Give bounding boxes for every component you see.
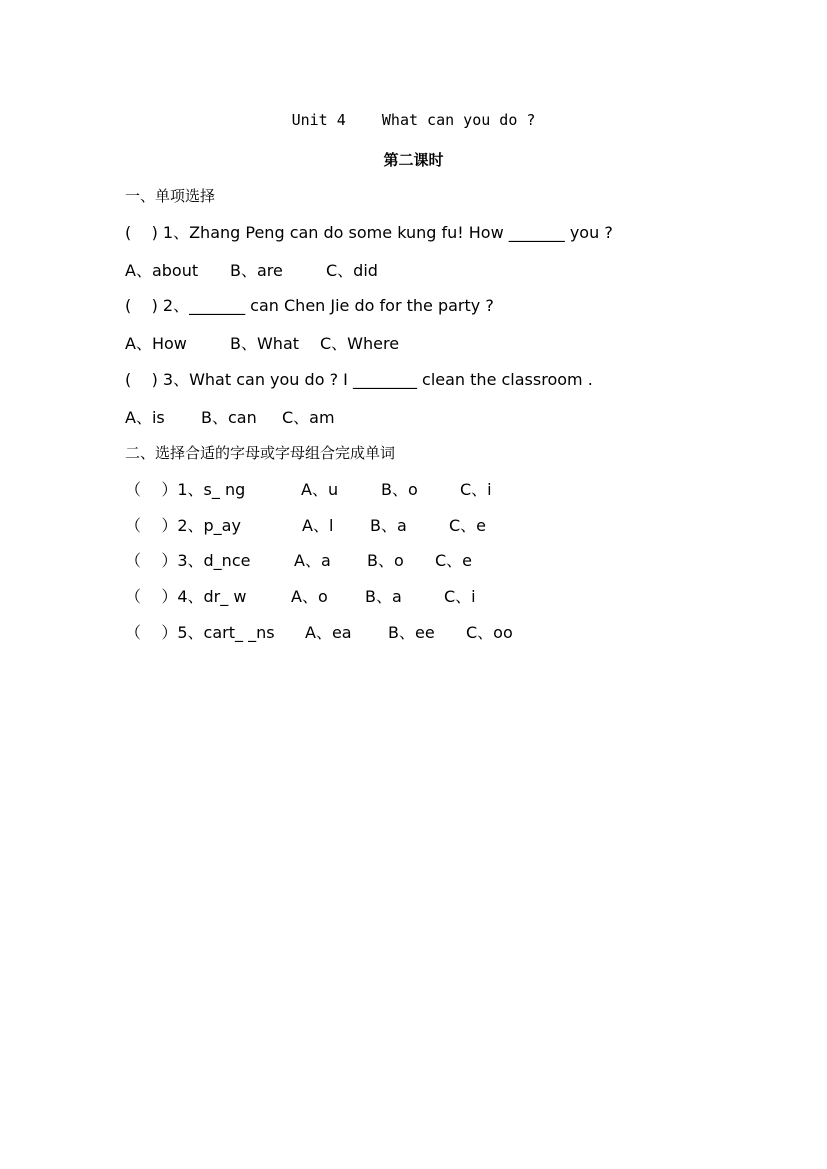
question-stem: （ ）1、s_ ng <box>125 480 246 499</box>
option-a: A、l <box>302 516 334 535</box>
unit-title: Unit 4 What can you do ? <box>291 111 536 129</box>
option-a: A、How <box>125 334 187 353</box>
option-c: C、oo <box>466 623 513 642</box>
question-stem: （ ）4、dr_ w <box>125 587 247 606</box>
lesson-title: 第二课时 <box>383 151 444 169</box>
question-stem: （ ）3、d_nce <box>125 551 251 570</box>
question-stem: （ ）2、p_ay <box>125 516 241 535</box>
option-b: B、are <box>230 261 283 280</box>
option-c: C、did <box>326 261 378 280</box>
option-a: A、a <box>294 551 331 570</box>
option-b: B、a <box>370 516 407 535</box>
option-b: B、o <box>367 551 404 570</box>
option-a: A、about <box>125 261 199 280</box>
section-heading-letter-choice: 二、选择合适的字母或字母组合完成单词 <box>125 444 396 462</box>
option-b: B、What <box>230 334 300 353</box>
option-b: B、ee <box>388 623 435 642</box>
question-stem: ( ) 1、Zhang Peng can do some kung fu! How _______ you ? <box>125 223 613 242</box>
question-row <box>125 620 513 734</box>
question-stem: ( ) 3、What can you do ? I ________ clean the classroom . <box>125 370 593 389</box>
option-c: C、e <box>435 551 473 570</box>
option-b: B、can <box>201 408 257 427</box>
option-b: B、o <box>381 480 418 499</box>
question-stem: ( ) 2、_______ can Chen Jie do for the party ? <box>125 296 494 315</box>
option-c: C、i <box>444 587 476 606</box>
option-c: C、e <box>449 516 487 535</box>
section-heading-single-choice: 一、单项选择 <box>125 187 216 205</box>
question-stem: （ ）5、cart_ _ns <box>125 623 275 642</box>
option-a: A、u <box>301 480 339 499</box>
option-a: A、o <box>291 587 328 606</box>
option-c: C、i <box>460 480 492 499</box>
option-b: B、a <box>365 587 402 606</box>
option-c: C、Where <box>320 334 400 353</box>
option-c: C、am <box>282 408 335 427</box>
option-a: A、is <box>125 408 165 427</box>
option-a: A、ea <box>305 623 352 642</box>
